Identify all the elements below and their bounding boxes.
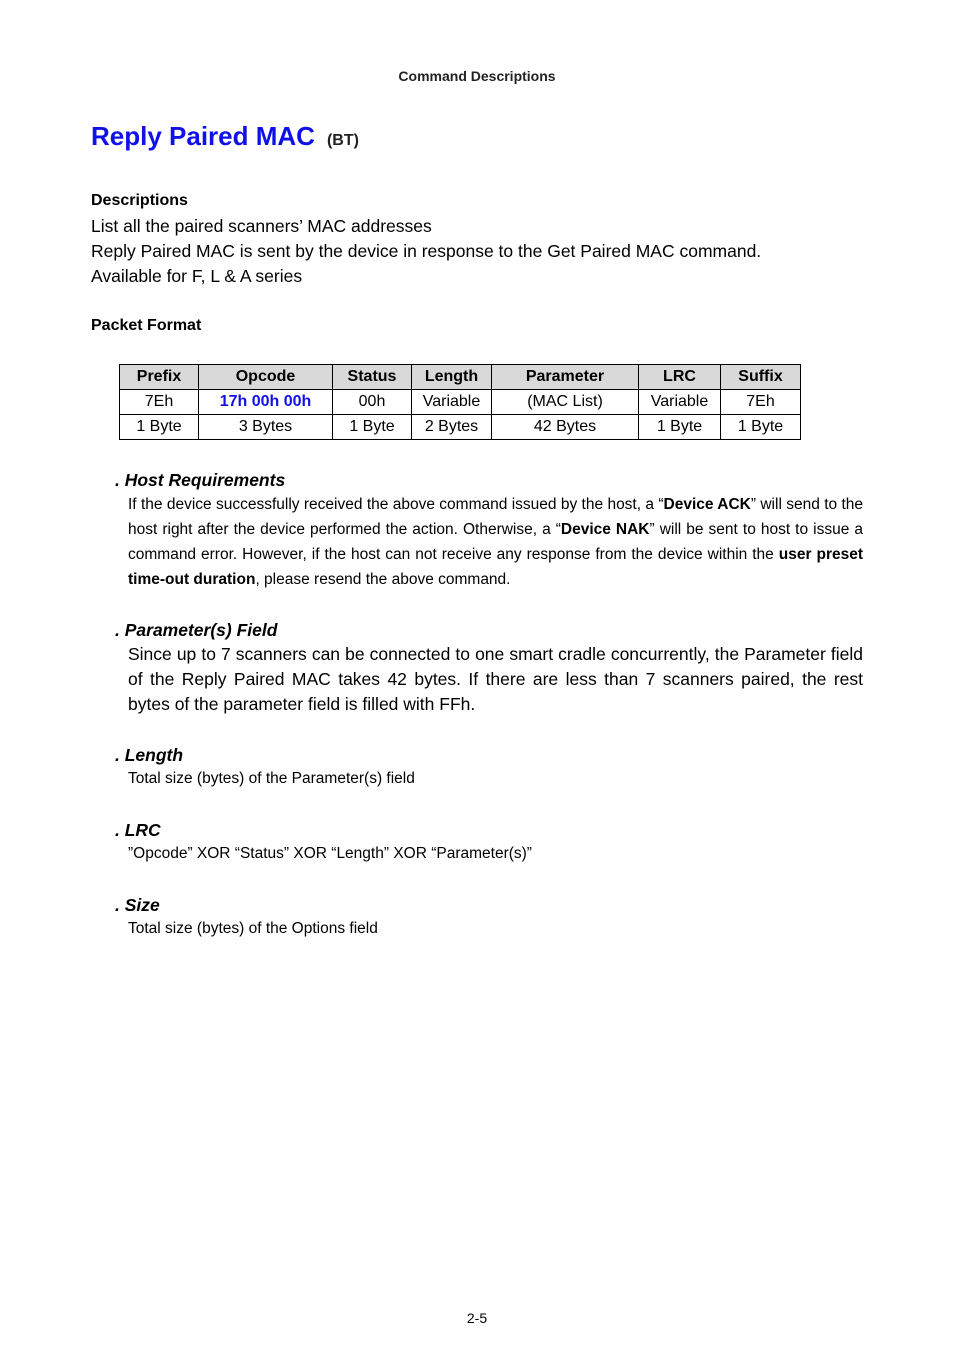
table-cell: 1 Byte bbox=[333, 415, 412, 440]
opcode-cell: 17h 00h 00h bbox=[199, 390, 333, 415]
parameter-field-heading: . Parameter(s) Field bbox=[115, 620, 278, 640]
title-tag: (BT) bbox=[326, 132, 359, 149]
host-requirements-heading: . Host Requirements bbox=[115, 470, 286, 490]
table-cell: Variable bbox=[412, 390, 492, 415]
packet-format-table bbox=[119, 364, 801, 440]
size-text: Total size (bytes) of the Options field bbox=[128, 920, 378, 937]
parameter-field-text: Since up to 7 scanners can be connected to one smart cradle concurrently, the Parameter field of the Reply Paired MAC takes 42 bytes. If there are less than 7 scanners paired, the rest bytes of the parameter field is filled with FFh. bbox=[128, 644, 863, 714]
length-text: Total size (bytes) of the Parameter(s) field bbox=[128, 770, 415, 787]
lrc-heading: . LRC bbox=[115, 820, 161, 840]
header-cell: Opcode bbox=[199, 365, 333, 390]
timeout-term: user preset time-out duration bbox=[128, 546, 863, 588]
table-cell: 1 Byte bbox=[639, 415, 721, 440]
table-cell: (MAC List) bbox=[492, 390, 639, 415]
device-nak-term: Device NAK bbox=[560, 521, 650, 538]
running-header: Command Descriptions bbox=[398, 68, 556, 84]
packet-format-label: Packet Format bbox=[91, 317, 202, 334]
table-cell: 1 Byte bbox=[721, 415, 801, 440]
description-line-2: Reply Paired MAC is sent by the device in response to the Get Paired MAC command. bbox=[91, 241, 762, 261]
table-cell: 00h bbox=[333, 390, 412, 415]
host-requirements-text bbox=[128, 492, 863, 592]
header-cell: Suffix bbox=[721, 365, 801, 390]
lrc-text: ”Opcode” XOR “Status” XOR “Length” XOR “Parameter(s)” bbox=[128, 845, 532, 862]
text-run: , please resend the above command. bbox=[255, 571, 511, 588]
descriptions-label: Descriptions bbox=[91, 192, 188, 209]
text-run: If the device successfully received the above command issued by the host, a “ bbox=[128, 496, 664, 513]
description-line-3: Available for F, L & A series bbox=[91, 266, 303, 286]
title-main: Reply Paired MAC bbox=[91, 121, 315, 151]
page-number: 2-5 bbox=[466, 1310, 488, 1326]
description-line-1: List all the paired scanners’ MAC addresses bbox=[91, 216, 432, 236]
header-cell: Length bbox=[412, 365, 492, 390]
table-cell: 3 Bytes bbox=[199, 415, 333, 440]
table-row bbox=[120, 415, 801, 440]
table-cell: 42 Bytes bbox=[492, 415, 639, 440]
table-cell: 7Eh bbox=[120, 390, 199, 415]
table-cell: Variable bbox=[639, 390, 721, 415]
header-cell: Prefix bbox=[120, 365, 199, 390]
size-heading: . Size bbox=[115, 895, 160, 915]
table-cell: 2 Bytes bbox=[412, 415, 492, 440]
header-cell: LRC bbox=[639, 365, 721, 390]
text-run: ” will send to the host right after the device performed the action. Otherwise, a “ bbox=[128, 496, 864, 538]
table-header-row bbox=[120, 365, 801, 390]
header-cell: Parameter bbox=[492, 365, 639, 390]
table-cell: 7Eh bbox=[721, 390, 801, 415]
table-row bbox=[120, 390, 801, 415]
header-cell: Status bbox=[333, 365, 412, 390]
table-cell: 1 Byte bbox=[120, 415, 199, 440]
text-run: ” will be sent to host to issue a command error. However, if the host can not receive any response from the device within the bbox=[128, 521, 863, 563]
device-ack-term: Device ACK bbox=[663, 496, 751, 513]
page-title bbox=[91, 121, 359, 152]
length-heading: . Length bbox=[115, 745, 184, 765]
